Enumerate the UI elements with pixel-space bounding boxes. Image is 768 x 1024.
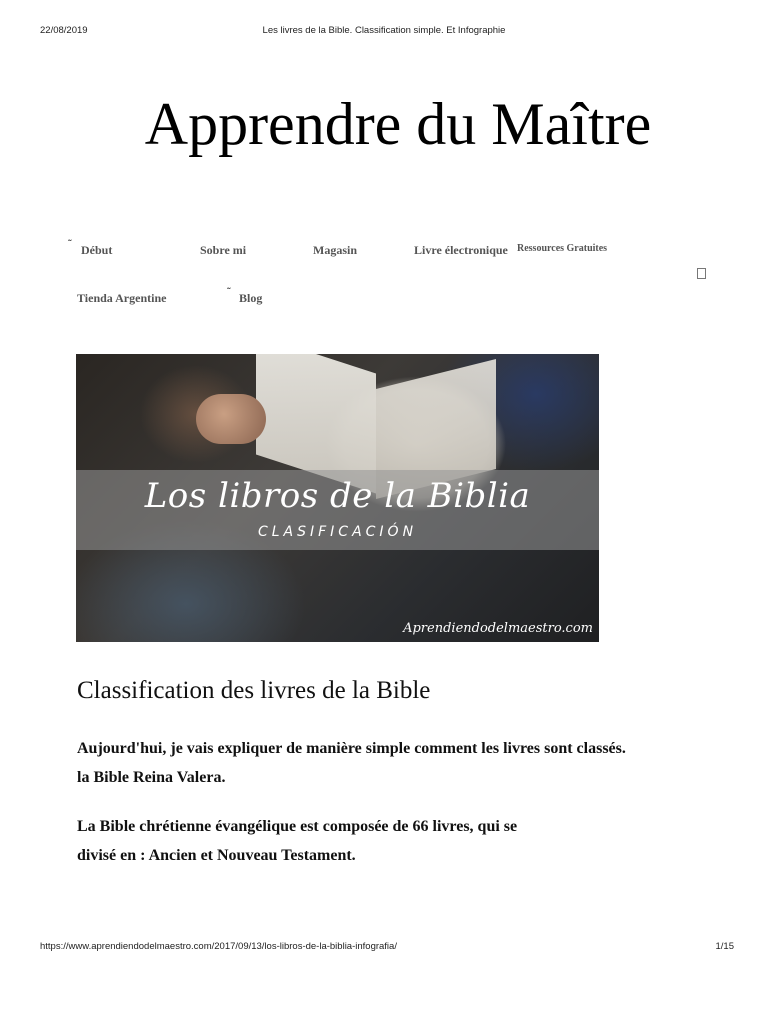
article-paragraph-1 xyxy=(77,734,626,792)
article-heading: Classification des livres de la Bible xyxy=(77,677,431,704)
hand-shape xyxy=(196,394,266,444)
nav-item-tienda-argentine[interactable]: Tienda Argentine xyxy=(77,291,167,305)
hero-watermark: Aprendiendodelmaestro.com xyxy=(403,621,593,636)
paragraph-line: la Bible Reina Valera. xyxy=(77,769,226,786)
page-number: 1/15 xyxy=(715,941,734,952)
nav-item-debut[interactable]: Début xyxy=(81,243,113,257)
nav-item-blog[interactable]: Blog xyxy=(239,291,263,305)
print-header xyxy=(0,25,768,39)
paragraph-line: divisé en : Ancien et Nouveau Testament. xyxy=(77,847,356,864)
article-paragraph-2 xyxy=(77,812,517,870)
nav-item-magasin[interactable]: Magasin xyxy=(313,243,358,257)
paragraph-line: Aujourd'hui, je vais expliquer de manière simple comment les livres sont classés. xyxy=(77,740,626,757)
chevron-down-icon[interactable]: ˜ xyxy=(68,238,72,250)
chevron-down-icon[interactable]: ˜ xyxy=(227,286,231,298)
search-icon[interactable] xyxy=(697,268,706,279)
hero-image xyxy=(76,354,599,642)
hero-title: Los libros de la Biblia xyxy=(144,476,531,516)
print-url: https://www.aprendiendodelmaestro.com/2017/09/13/los-libros-de-la-biblia-infografia/ xyxy=(40,941,397,952)
site-title[interactable]: Apprendre du Maître xyxy=(144,91,652,157)
hero-subtitle: CLASIFICACIÓN xyxy=(257,524,418,540)
print-footer xyxy=(0,941,768,955)
nav-item-ressources-gratuites[interactable]: Ressources Gratuites xyxy=(517,243,608,254)
paragraph-line: La Bible chrétienne évangélique est composée de 66 livres, qui se xyxy=(77,818,518,835)
print-page-title: Les livres de la Bible. Classification simple. Et Infographie xyxy=(262,25,506,36)
nav-item-livre-electronique[interactable]: Livre électronique xyxy=(414,243,508,257)
nav-item-sobre-mi[interactable]: Sobre mi xyxy=(200,243,247,257)
print-date: 22/08/2019 xyxy=(40,25,88,36)
